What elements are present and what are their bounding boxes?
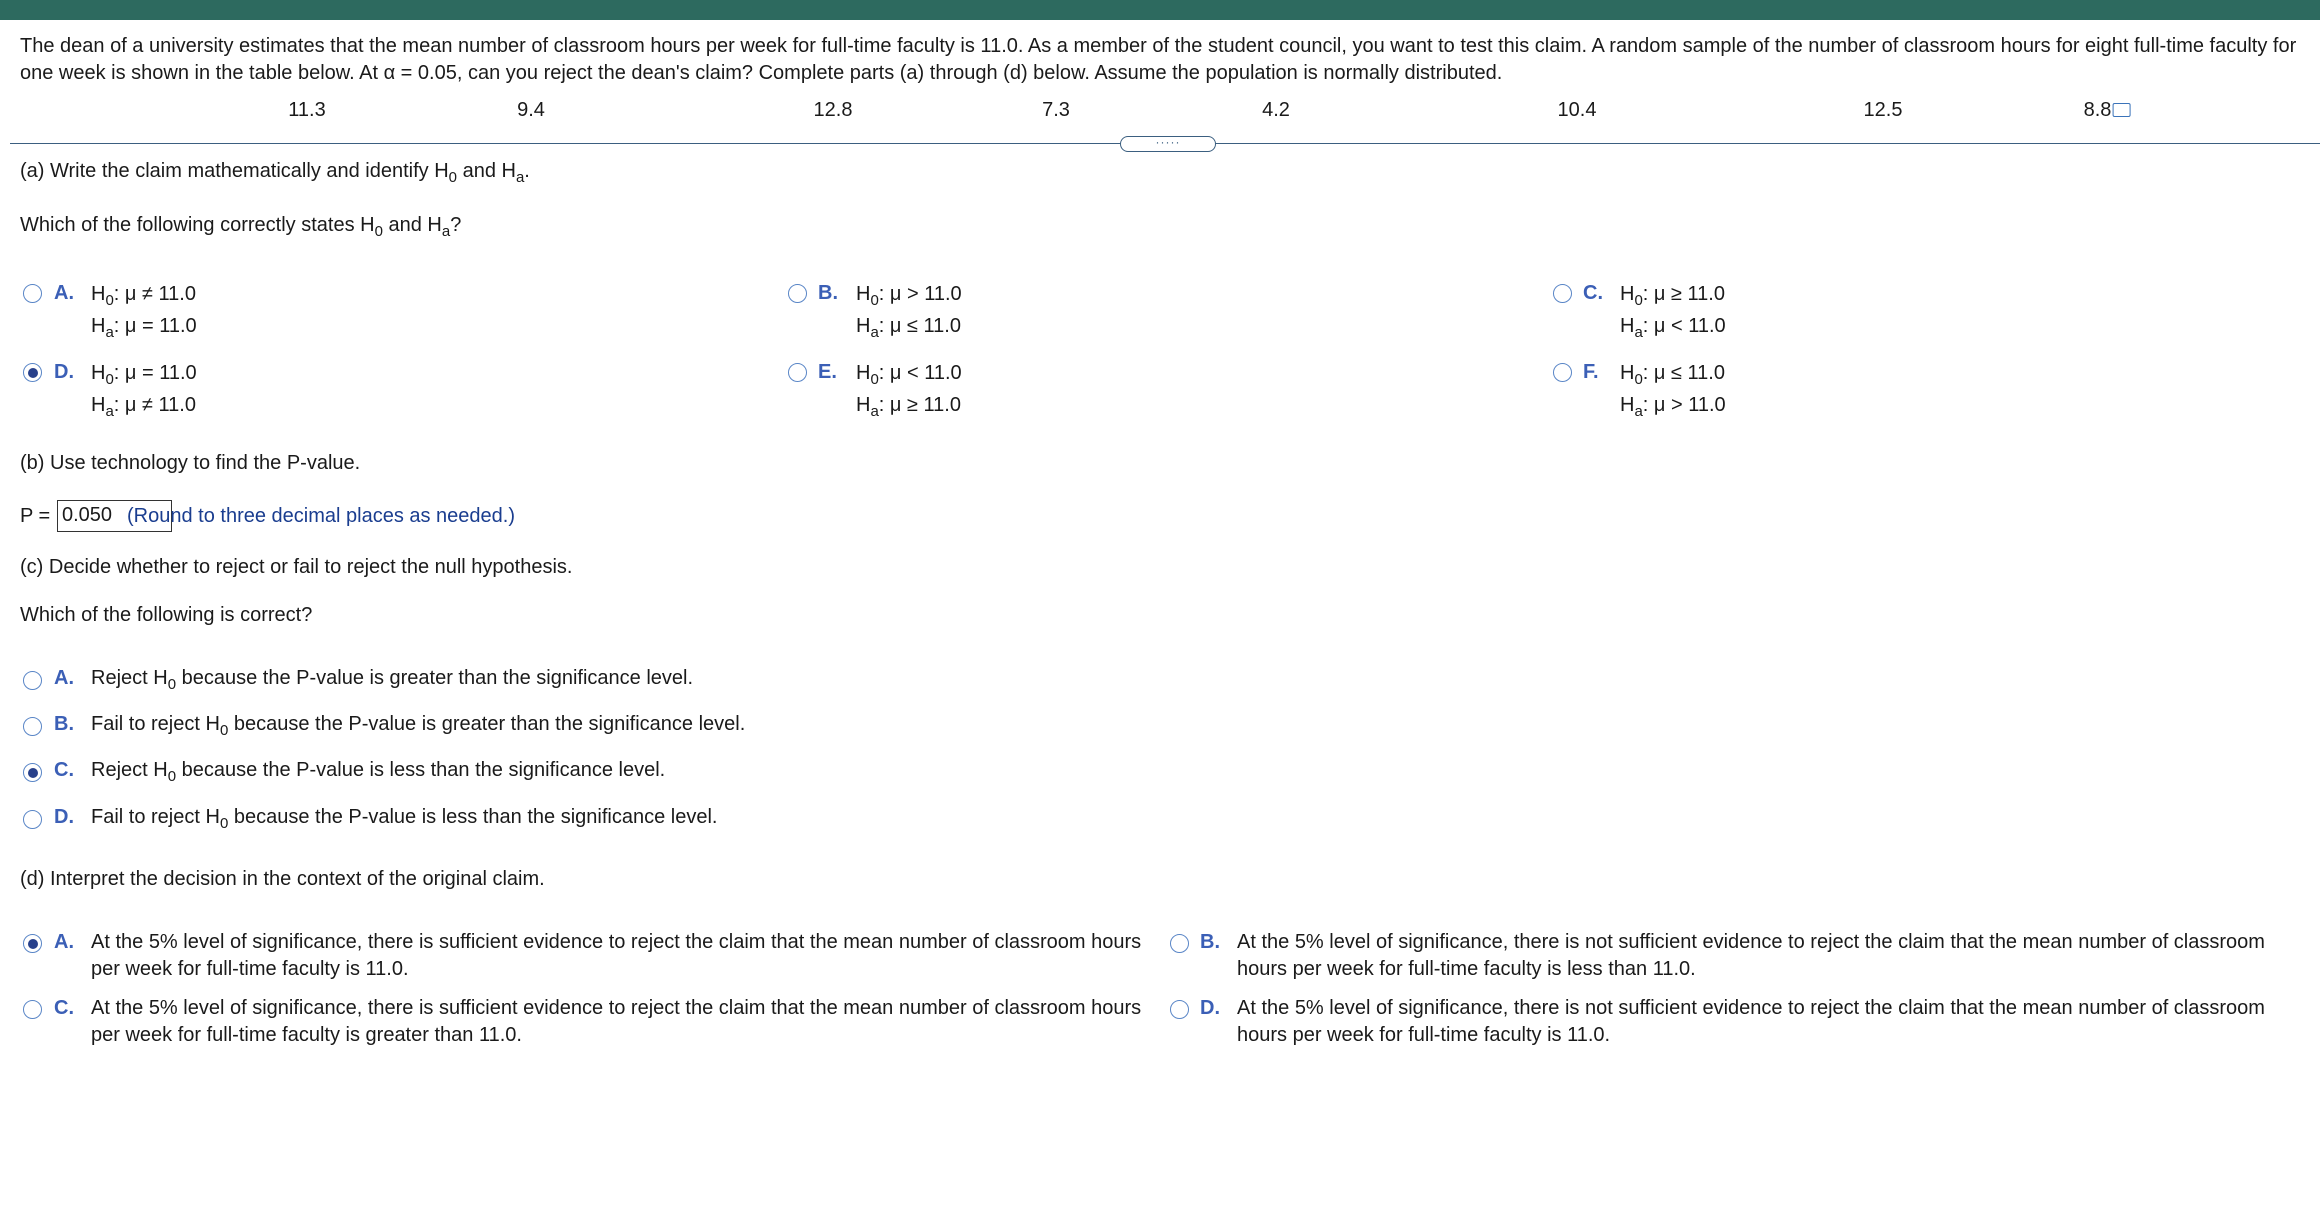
data-value: 8.8 <box>2083 99 2112 121</box>
part-a-option-b-radio[interactable] <box>788 284 807 303</box>
option-letter: F. <box>1583 361 1599 383</box>
option-e-ha: $H_a$: μ ≥ 11.0 <box>856 394 961 420</box>
part-c-option-d-text: Fail to reject $H_0$ because the P-value is less than the significance level. <box>91 806 718 832</box>
expand-handle[interactable]: ····· <box>1120 136 1216 152</box>
option-b-h0: $H_0$: μ > 11.0 <box>856 283 962 309</box>
part-c-option-c-text: Reject $H_0$ because the P-value is less than the significance level. <box>91 759 666 785</box>
part-d-option-a-text: At the 5% level of significance, there is sufficient evidence to reject the claim that the mean number of classroom hours per week for full-time faculty is 11.0. <box>91 931 1142 980</box>
option-letter: A. <box>54 667 74 689</box>
option-d-ha: $H_a$: μ ≠ 11.0 <box>91 394 196 420</box>
data-value: 12.8 <box>813 99 853 121</box>
option-letter: D. <box>54 806 74 828</box>
part-a-option-e-radio[interactable] <box>788 363 807 382</box>
part-b-title: (b) Use technology to find the P-value. <box>20 452 361 474</box>
part-d-option-a-radio-selected[interactable] <box>23 934 42 953</box>
option-letter: B. <box>1200 931 1220 953</box>
option-letter: C. <box>54 997 74 1019</box>
option-letter: B. <box>54 713 74 735</box>
copy-icon[interactable] <box>2112 103 2130 117</box>
p-value-input[interactable]: 0.050 <box>57 500 172 532</box>
option-e-h0: $H_0$: μ < 11.0 <box>856 362 962 388</box>
data-value: 9.4 <box>517 99 545 121</box>
part-c-option-c-radio-selected[interactable] <box>23 763 42 782</box>
part-d-option-b-radio[interactable] <box>1170 934 1189 953</box>
part-c-question: Which of the following is correct? <box>20 604 313 626</box>
option-d-h0: $H_0$: μ = 11.0 <box>91 362 197 388</box>
option-c-h0: $H_0$: μ ≥ 11.0 <box>1620 283 1725 309</box>
option-letter: C. <box>54 759 74 781</box>
part-d-option-c-radio[interactable] <box>23 1000 42 1019</box>
part-c-option-b-radio[interactable] <box>23 717 42 736</box>
data-value: 10.4 <box>1557 99 1597 121</box>
option-a-h0: $H_0$: μ ≠ 11.0 <box>91 283 196 309</box>
part-a-title: (a) Write the claim mathematically and identify $H_0$ and $H_a$. <box>20 160 530 186</box>
part-a-option-d-radio-selected[interactable] <box>23 363 42 382</box>
option-letter: D. <box>54 361 74 383</box>
part-c-title: (c) Decide whether to reject or fail to reject the null hypothesis. <box>20 556 573 578</box>
option-letter: D. <box>1200 997 1220 1019</box>
option-c-ha: $H_a$: μ < 11.0 <box>1620 315 1726 341</box>
part-d-option-b-text: At the 5% level of significance, there is not sufficient evidence to reject the claim that the mean number of classroom hours per week for full-time faculty is less than 11.0. <box>1237 931 2265 980</box>
part-a-option-c-radio[interactable] <box>1553 284 1572 303</box>
part-d-option-c-text: At the 5% level of significance, there is sufficient evidence to reject the claim that the mean number of classroom hours per week for full-time faculty is greater than 11.0. <box>91 997 1142 1046</box>
option-f-h0: $H_0$: μ ≤ 11.0 <box>1620 362 1725 388</box>
option-letter: C. <box>1583 282 1603 304</box>
data-value: 4.2 <box>1262 99 1290 121</box>
option-b-ha: $H_a$: μ ≤ 11.0 <box>856 315 961 341</box>
problem-statement: The dean of a university estimates that the mean number of classroom hours per week for full-time faculty is 11.0. As a member of the student council, you want to test this claim. A random sample of the number of classroom hours for eight full-time faculty for one week is shown in the table below. At α = 0.05, can you reject the dean's claim? Complete parts (a) through (d) below. Assume the population is normally distributed. <box>20 35 2297 84</box>
part-a-option-f-radio[interactable] <box>1553 363 1572 382</box>
data-value: 7.3 <box>1042 99 1070 121</box>
option-f-ha: $H_a$: μ > 11.0 <box>1620 394 1726 420</box>
data-value: 11.3 <box>288 99 326 121</box>
rounding-hint: (Round to three decimal places as needed.) <box>127 505 516 527</box>
part-a-question: Which of the following correctly states $H_0$ and $H_a$? <box>20 214 462 240</box>
part-a-option-a-radio[interactable] <box>23 284 42 303</box>
part-d-option-d-text: At the 5% level of significance, there is not sufficient evidence to reject the claim that the mean number of classroom hours per week for full-time faculty is 11.0. <box>1237 997 2265 1046</box>
p-value-label: P = <box>20 505 51 527</box>
option-letter: A. <box>54 931 74 953</box>
data-value-last <box>2084 98 2131 122</box>
option-letter: A. <box>54 282 74 304</box>
option-a-ha: $H_a$: μ = 11.0 <box>91 315 197 341</box>
part-c-option-b-text: Fail to reject $H_0$ because the P-value is greater than the significance level. <box>91 713 746 739</box>
part-d-option-d-radio[interactable] <box>1170 1000 1189 1019</box>
part-c-option-d-radio[interactable] <box>23 810 42 829</box>
part-d-title: (d) Interpret the decision in the context of the original claim. <box>20 868 545 890</box>
option-letter: B. <box>818 282 838 304</box>
option-letter: E. <box>818 361 837 383</box>
part-c-option-a-text: Reject $H_0$ because the P-value is greater than the significance level. <box>91 667 694 693</box>
data-value: 12.5 <box>1863 99 1903 121</box>
header-bar <box>0 0 2320 20</box>
part-c-option-a-radio[interactable] <box>23 671 42 690</box>
